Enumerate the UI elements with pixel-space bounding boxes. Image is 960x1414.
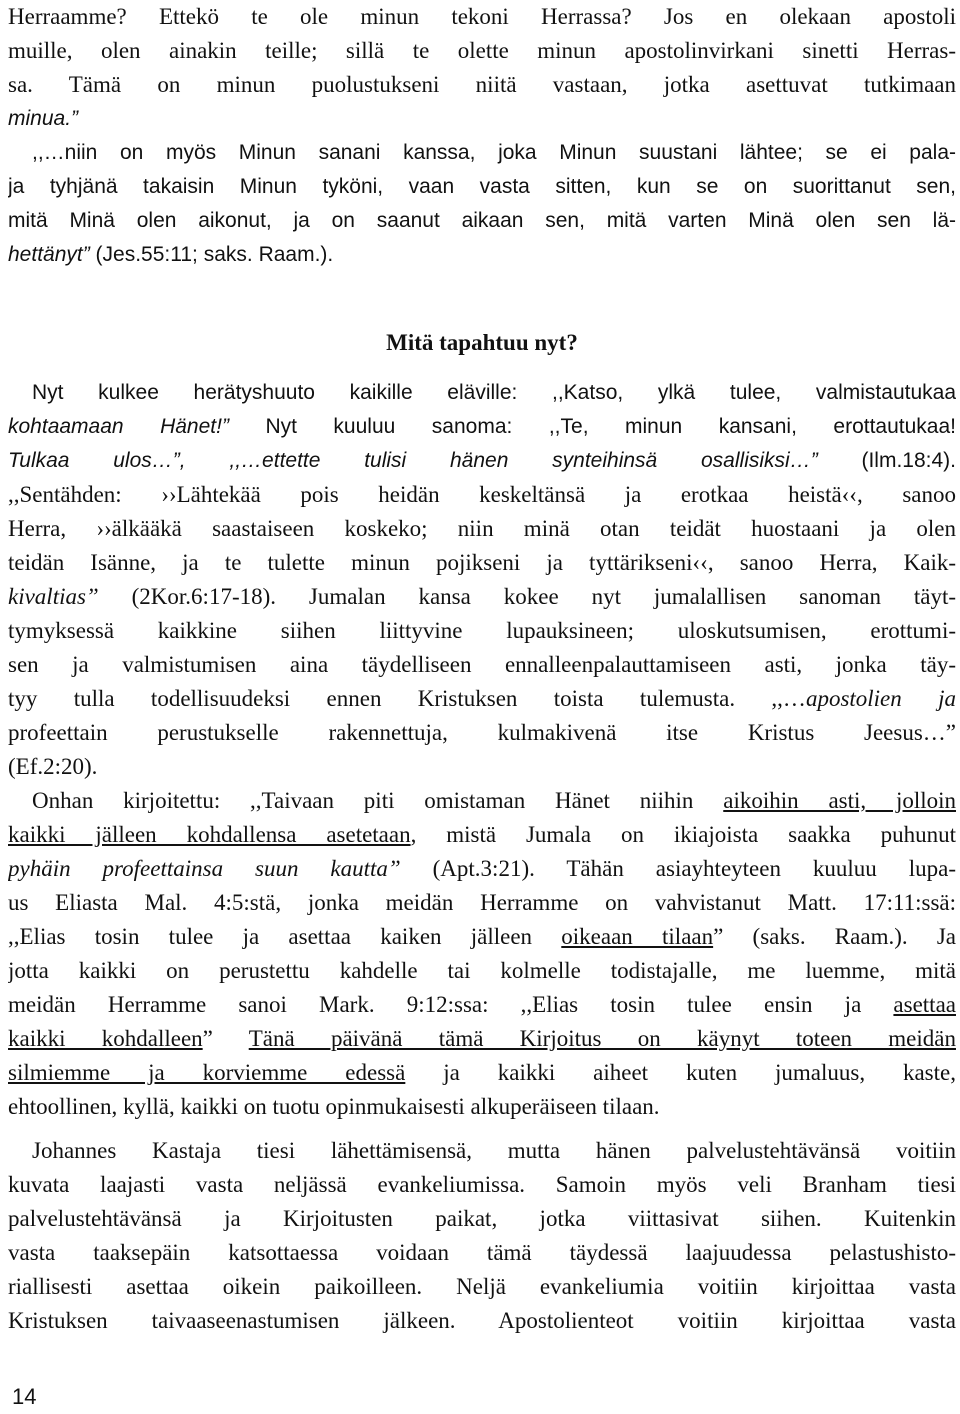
- text-span: Nyt kuuluu sanoma: ,,Te, minun kansani, erottautukaa!: [228, 415, 956, 438]
- text-line: [8, 580, 956, 614]
- text-line: [8, 444, 956, 478]
- underlined-span: kaikki kohdalleen: [8, 1026, 203, 1051]
- text-line: [8, 852, 956, 886]
- underlined-span: silmiemme ja korviemme edessä: [8, 1060, 406, 1085]
- italic-span: pyhäin profeettainsa suun kautta”: [8, 856, 401, 881]
- text-line: [8, 682, 956, 716]
- text-line: ehtoollinen, kyllä, kaikki on tuotu opinmukaisesti alkuperäiseen tilaan.: [8, 1094, 660, 1119]
- text-line: [8, 988, 956, 1022]
- text-line: tymyksessä kaikkine siihen liittyvine lupauksineen; uloskutsumisen, erottumi-: [8, 618, 956, 643]
- text-line: [8, 1056, 956, 1090]
- reference-span: (Ilm.18:4).: [817, 449, 956, 472]
- text-span: ,,Elias tosin tulee ja asettaa kaiken jälleen: [8, 924, 562, 949]
- text-line: Herraamme? Ettekö te ole minun tekoni Herrassa? Jos en olekaan apostoli: [8, 4, 956, 29]
- italic-span: Tulkaa ulos…”, ,,…ettette tulisi hänen synteihinsä osallisiksi…”: [8, 449, 818, 472]
- underlined-span: oikeaan tilaan: [561, 924, 714, 949]
- text-line: [8, 818, 956, 852]
- text-line: (Ef.2:20).: [8, 754, 98, 779]
- text-line: Nyt kulkee herätyshuuto kaikille eläville: ,,Katso, ylkä tulee, valmistautukaa: [32, 381, 956, 404]
- underlined-span: kaikki jälleen kohdallensa asetetaan: [8, 822, 411, 847]
- text-line: riallisesti asettaa oikein paikoilleen. Neljä evankeliumia voitiin kirjoittaa vasta: [8, 1274, 956, 1299]
- text-line: Johannes Kastaja tiesi lähettämisensä, mutta hänen palvelustehtävänsä voitiin: [32, 1138, 956, 1163]
- underlined-span: asettaa: [893, 992, 956, 1017]
- text-line: teidän Isänne, ja te tulette minun pojikseni ja tyttärikseni‹‹, sanoo Herra, Kaik-: [8, 550, 956, 575]
- text-line: [8, 1022, 956, 1056]
- text-line: jotta kaikki on perustettu kahdelle tai kolmelle todistajalle, me luemme, mitä: [8, 958, 956, 983]
- quote-line: ,,…niin on myös Minun sanani kanssa, joka Minun suustani lähtee; se ei pala-: [32, 141, 956, 164]
- text-line: [8, 410, 956, 444]
- text-span: (Apt.3:21). Tähän asiayhteyteen kuuluu lupa-: [400, 856, 956, 881]
- page-number: 14: [12, 1384, 37, 1409]
- text-line: us Eliasta Mal. 4:5:stä, jonka meidän Herramme on vahvistanut Matt. 17:11:ssä:: [8, 890, 956, 915]
- section-heading: Mitä tapahtuu nyt?: [386, 330, 578, 355]
- underlined-span: Tänä päivänä tämä Kirjoitus on käynyt toteen meidän: [248, 1026, 956, 1051]
- text-span: , mistä Jumala on ikiajoista saakka puhunut: [410, 822, 956, 847]
- text-span: Onhan kirjoitettu: ,,Taivaan piti omistaman Hänet niihin: [32, 788, 724, 813]
- text-line: [8, 784, 956, 818]
- reference-span: (Jes.55:11; saks. Raam.).: [89, 243, 334, 266]
- text-line: muille, olen ainakin teille; sillä te olette minun apostolinvirkani sinetti Herras-: [8, 38, 956, 63]
- italic-span: hettänyt”: [8, 243, 90, 266]
- underlined-span: aikoihin asti, jolloin: [723, 788, 956, 813]
- italic-span: kivaltias”: [8, 584, 99, 609]
- text-span: meidän Herramme sanoi Mark. 9:12:ssa: ,,Elias tosin tulee ensin ja: [8, 992, 894, 1017]
- text-line: [8, 920, 956, 954]
- text-line: Herra, ››älkääkä saastaiseen koskeko; niin minä otan teidät huostaani ja olen: [8, 516, 956, 541]
- quote-line: mitä Minä olen aikonut, ja on saanut aikaan sen, mitä varten Minä olen sen lä-: [8, 209, 956, 232]
- text-span: tyy tulla todellisuudeksi ennen Kristuksen toista tulemusta. ,,…: [8, 686, 806, 711]
- text-line: palvelustehtävänsä ja Kirjoitusten paikat, jotka viittasivat siihen. Kuitenkin: [8, 1206, 956, 1231]
- text-span: ” (saks. Raam.). Ja: [713, 924, 956, 949]
- text-line: sa. Tämä on minun puolustukseni niitä vastaan, jotka asettuvat tutkimaan: [8, 72, 956, 97]
- text-line: minua.”: [8, 107, 79, 130]
- text-line: sen ja valmistumisen aina täydelliseen ennalleenpalauttamiseen asti, jonka täy-: [8, 652, 956, 677]
- text-line: profeettain perustukselle rakennettuja, kulmakivenä itse Kristus Jeesus…”: [8, 720, 956, 745]
- text-line: Kristuksen taivaaseenastumisen jälkeen. Apostolienteot voitiin kirjoittaa vasta: [8, 1308, 956, 1333]
- text-line: ,,Sentähden: ››Lähtekää pois heidän keskeltänsä ja erotkaa heistä‹‹, sanoo: [8, 482, 956, 507]
- quote-line: [8, 238, 956, 272]
- italic-span: kohtaamaan Hänet!”: [8, 415, 229, 438]
- text-line: vasta taaksepäin katsottaessa voidaan tämä täydessä laajuudessa pelastushisto-: [8, 1240, 956, 1265]
- italic-span: apostolien ja: [805, 686, 956, 711]
- text-span: ”: [202, 1026, 249, 1051]
- text-span: (2Kor.6:17-18). Jumalan kansa kokee nyt jumalallisen sanoman täyt-: [98, 584, 956, 609]
- text-span: ja kaikki aiheet kuten jumaluus, kaste,: [405, 1060, 956, 1085]
- quote-line: ja tyhjänä takaisin Minun tyköni, vaan vasta sitten, kun se on suorittanut sen,: [8, 175, 956, 198]
- document-page: [8, 0, 956, 1338]
- text-line: kuvata laajasti vasta neljässä evankeliumissa. Samoin myös veli Branham tiesi: [8, 1172, 956, 1197]
